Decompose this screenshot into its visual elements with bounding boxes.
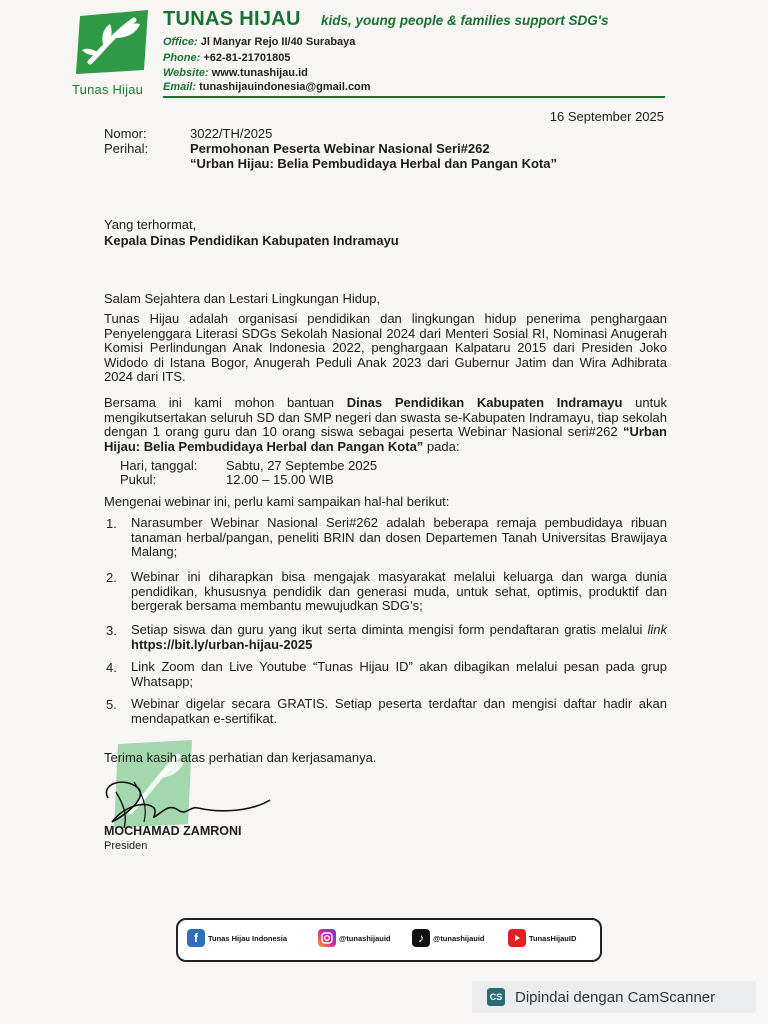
contact-phone xyxy=(163,52,291,64)
header-divider xyxy=(163,96,665,98)
list-item-number: 5. xyxy=(106,697,117,712)
camscanner-text: Dipindai dengan CamScanner xyxy=(515,988,716,1006)
perihal-title: “Urban Hijau: Belia Pembudidaya Herbal dan Pangan Kota” xyxy=(190,156,557,171)
paragraph-request-e: pada: xyxy=(423,438,460,454)
youtube-handle: TunasHijauID xyxy=(529,933,577,943)
list-item: Narasumber Webinar Nasional Seri#262 adalah beberapa remaja pembudidaya ribuan tanaman herbal/pangan, peneliti BRIN dan dosen Departemen Tanah Universitas Brawijaya Malang; xyxy=(131,515,667,560)
tiktok-link[interactable] xyxy=(412,929,484,947)
org-tagline: kids, young people & families support SDG's xyxy=(321,13,609,28)
schedule-date-label: Hari, tanggal: xyxy=(120,458,198,473)
instagram-icon xyxy=(318,929,336,947)
list-item-text: Setiap siswa dan guru yang ikut serta diminta mengisi form pendaftaran gratis melalui xyxy=(131,622,648,637)
list-item-number: 3. xyxy=(106,623,117,638)
list-item-number: 2. xyxy=(106,570,117,585)
salutation: Yang terhormat, xyxy=(104,217,197,232)
paragraph-request-c: untuk mengikutsertakan seluruh SD dan SMP negeri dan swasta se-Kabupaten Indramayu, tiap sekolah dengan 1 orang guru dan 10 orang siswa sebagai peserta Webinar Nasional seri#262 xyxy=(104,395,667,440)
email-label: Email: xyxy=(163,81,197,93)
facebook-icon: f xyxy=(187,929,205,947)
nomor-label: Nomor: xyxy=(104,126,147,141)
schedule-time-label: Pukul: xyxy=(120,472,157,487)
phone-label: Phone: xyxy=(163,52,201,64)
tunas-hijau-logo xyxy=(70,8,156,78)
youtube-icon xyxy=(508,929,526,947)
list-item: Link Zoom dan Live Youtube “Tunas Hijau ID” akan dibagikan melalui pesan pada grup Whatsapp; xyxy=(131,659,667,689)
org-name: TUNAS HIJAU xyxy=(163,8,301,30)
facebook-link[interactable] xyxy=(187,929,287,947)
list-item: Webinar digelar secara GRATIS. Setiap peserta terdaftar dan mengisi daftar hadir akan mendapatkan e-sertifikat. xyxy=(131,696,667,726)
link-word: link xyxy=(647,622,667,637)
greeting: Salam Sejahtera dan Lestari Lingkungan Hidup, xyxy=(104,291,381,306)
paragraph-request-title: “Urban Hijau: Belia Pembudidaya Herbal dan Pangan Kota” xyxy=(104,424,667,454)
contact-website xyxy=(163,67,308,79)
camscanner-icon: CS xyxy=(487,988,505,1006)
tiktok-icon: ♪ xyxy=(412,929,430,947)
contact-office xyxy=(163,36,355,48)
email-value: tunashijauindonesia@gmail.com xyxy=(199,81,371,93)
instagram-handle: @tunashijauid xyxy=(339,933,391,943)
list-item xyxy=(131,623,667,652)
facebook-handle: Tunas Hijau Indonesia xyxy=(208,933,288,943)
signer-name: MOCHAMAD ZAMRONI xyxy=(104,824,242,838)
logo-text: Tunas Hijau xyxy=(72,82,144,97)
perihal-value: Permohonan Peserta Webinar Nasional Seri#262 xyxy=(190,141,490,156)
closing-line: Terima kasih atas perhatian dan kerjasamanya. xyxy=(104,750,377,765)
list-item-number: 1. xyxy=(106,516,117,531)
social-media-bar xyxy=(176,918,602,962)
website-label: Website: xyxy=(163,67,209,79)
list-intro: Mengenai webinar ini, perlu kami sampaikan hal-hal berikut: xyxy=(104,494,450,509)
recipient: Kepala Dinas Pendidikan Kabupaten Indramayu xyxy=(104,233,399,248)
instagram-link[interactable] xyxy=(318,929,390,947)
office-value: Jl Manyar Rejo II/40 Surabaya xyxy=(200,36,356,48)
schedule-time-value: 12.00 – 15.00 WIB xyxy=(226,472,334,487)
perihal-label: Perihal: xyxy=(104,141,149,156)
paragraph-request-agency: Dinas Pendidikan Kabupaten Indramayu xyxy=(346,395,623,410)
office-label: Office: xyxy=(163,36,198,48)
youtube-link[interactable] xyxy=(508,929,576,947)
nomor-value: 3022/TH/2025 xyxy=(190,126,273,141)
registration-link[interactable]: https://bit.ly/urban-hijau-2025 xyxy=(131,636,313,652)
schedule-date-value: Sabtu, 27 Septembe 2025 xyxy=(226,458,378,473)
signer-title: Presiden xyxy=(104,840,148,852)
phone-value: +62-81-21701805 xyxy=(203,52,291,64)
contact-email xyxy=(163,81,371,93)
list-item: Webinar ini diharapkan bisa mengajak masyarakat melalui keluarga dan warga dunia pendidikan, khususnya pendidik dan generasi muda, untuk sehat, optimis, produktif dan bergerak bersama membantu mewujudkan SDG’s; xyxy=(131,569,667,614)
camscanner-watermark xyxy=(472,981,756,1013)
letter-date: 16 September 2025 xyxy=(549,109,664,124)
tiktok-handle: @tunashijauid xyxy=(433,933,485,943)
list-item-number: 4. xyxy=(106,660,117,675)
website-value: www.tunashijau.id xyxy=(211,67,308,79)
paragraph-request-a: Bersama ini kami mohon bantuan xyxy=(104,395,347,410)
paragraph-intro: Tunas Hijau adalah organisasi pendidikan dan lingkungan hidup penerima penghargaan Penyelenggara Literasi SDGs Sekolah Nasional 2024 dari Menteri Sosial RI, Nominasi Anugerah Komisi Perlindungan Anak Indonesia 2022, penghargaan Kalpataru 2015 dari Presiden Joko Widodo di Istana Bogor, Anugerah Peduli Anak 2023 dari Gubernur Jatim dan Wira Adhibrata 2024 dari ITS. xyxy=(104,311,667,385)
paragraph-request xyxy=(104,396,667,454)
